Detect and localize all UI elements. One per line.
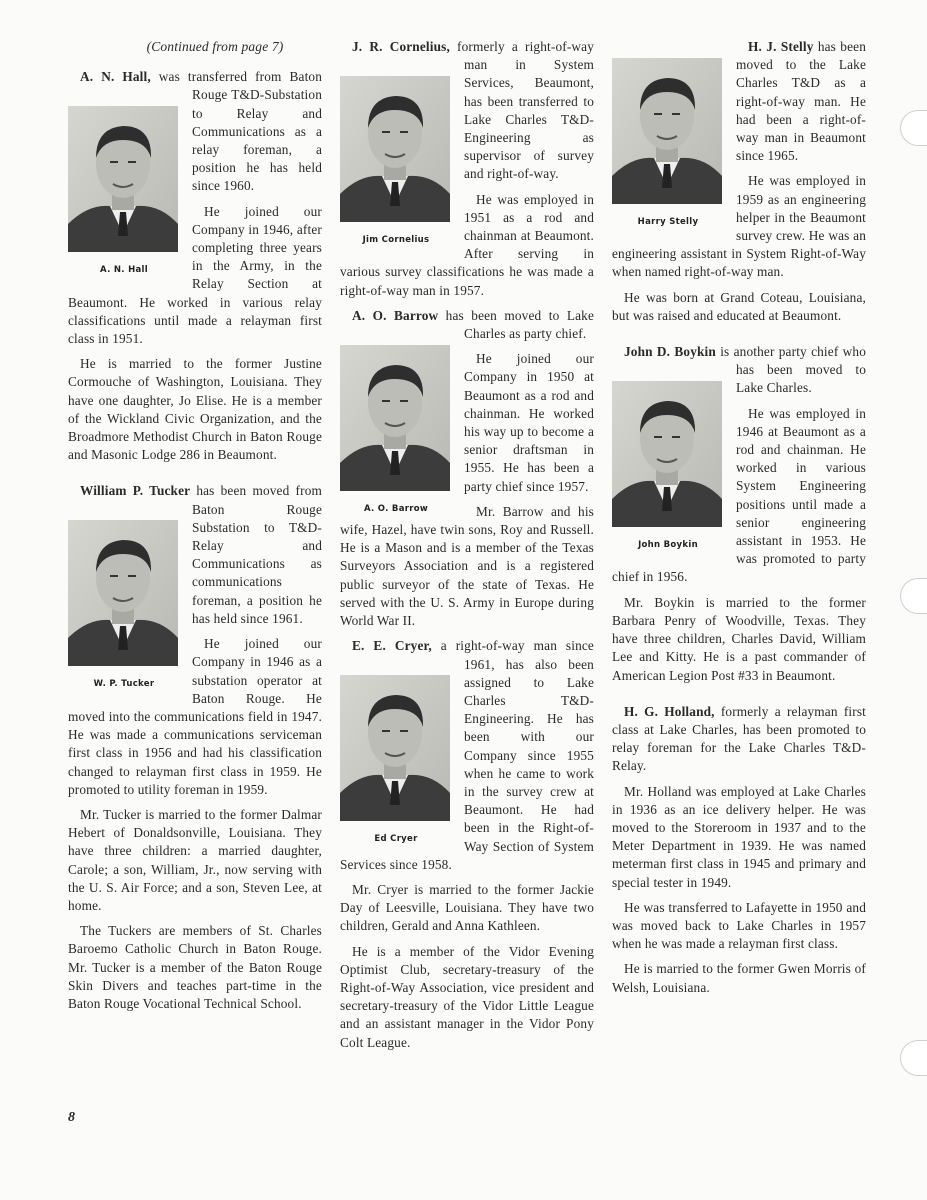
binder-hole	[900, 1040, 927, 1076]
photo-figure-stelly	[612, 58, 724, 231]
paragraph-text: is another party chief who has been moved to Lake Charles.	[715, 344, 866, 396]
photo-caption: Ed Cryer	[374, 834, 418, 845]
story-name: H. G. Holland,	[624, 703, 715, 719]
column-3	[612, 38, 866, 1015]
paragraph	[612, 703, 866, 776]
photo-caption: Jim Cornelius	[362, 235, 430, 245]
paragraph: He was employed in 1951 as a rod and chainman at Beaumont. After serving in various survey classifications he was made a right-of-way man in 1957.	[340, 191, 594, 298]
photo-caption: A. O. Barrow	[363, 503, 429, 514]
paragraph-text: was transferred from Baton Rouge T&D-Substation to Relay and Communications as a relay foreman, a position he has held since 1960.	[150, 69, 323, 194]
column-2	[340, 38, 594, 1059]
paragraph	[340, 307, 594, 343]
binder-hole	[900, 578, 927, 614]
portrait-photo	[68, 106, 178, 252]
portrait-photo	[68, 520, 178, 666]
photo-figure-cryer	[340, 675, 452, 848]
story-name: J. R. Cornelius,	[352, 39, 450, 54]
story-stelly	[612, 38, 866, 325]
paragraph: Mr. Boykin is married to the former Barbara Penry of Woodville, Texas. They have three children, Charles David, William Lee and Kitty. He is a past commander of American Legion Post #33 in Beaumont.	[612, 594, 866, 683]
story-name: H. J. Stelly	[748, 39, 814, 54]
page-number: 8	[68, 1110, 75, 1125]
paragraph: He is a member of the Vidor Evening Optimist Club, secretary-treasury of the Right-of-Way Association, vice president and secretary-treasury of the Vidor Little League and an assistant manager in the Vidor Pony Colt League.	[340, 943, 594, 1050]
paragraph: He was born at Grand Coteau, Louisiana, but was raised and educated at Beaumont.	[612, 289, 866, 323]
photo-figure-barrow	[340, 345, 452, 518]
paragraph: He joined our Company in 1950 at Beaumont as a rod and chainman. He worked his way up to become a senior draftsman in 1955. He has been a party chief since 1957.	[464, 351, 594, 494]
story-tucker	[68, 482, 322, 1013]
paragraph-text: formerly a right-of-way man in System Services, Beaumont, has been transferred to Lake Charles T&D-Engineering as supervisor of survey and right-of-way.	[449, 39, 594, 182]
photo-caption: Harry Stelly	[637, 217, 699, 227]
binder-hole	[900, 110, 927, 146]
paragraph: He is married to the former Gwen Morris of Welsh, Louisiana.	[612, 961, 866, 995]
paragraph-text: has been moved from Baton Rouge Substation to T&D-Relay and Communications as communications foreman, a position he has held since 1961.	[190, 483, 322, 626]
paragraph: Mr. Tucker is married to the former Dalmar Hebert of Donaldsonville, Louisiana. They have three children: a married daughter, Carole; a son, William, Jr., now serving with the U. S. Air Force; and a son, Steven Lee, at home.	[68, 806, 322, 913]
photo-figure-boykin	[612, 381, 724, 554]
paragraph-text: a right-of-way man since 1961, has also been assigned to Lake Charles T&D-Engineering. He has been with our Company since 1955 when he came to work in the survey crew at Beaumont. He had been in the Right-of-Way Section of System Services since 1958.	[340, 638, 594, 872]
story-cornelius	[340, 38, 594, 300]
portrait-photo	[612, 381, 722, 527]
photo-caption: A. N. Hall	[100, 265, 148, 276]
paragraph: He joined our Company in 1946, after completing three years in the Army, in the Relay Section at Beaumont. He worked in various relay classifications until made a relayman first class in 1951.	[68, 203, 322, 347]
story-boykin	[612, 343, 866, 685]
photo-caption: John Boykin	[638, 540, 698, 551]
paragraph: He was transferred to Lafayette in 1950 and was moved back to Lake Charles in 1957 when he was made a relayman first class.	[612, 899, 866, 952]
story-name: A. N. Hall,	[80, 69, 151, 85]
continued-note: (Continued from page 7)	[146, 39, 284, 54]
paragraph-text: has been moved to Lake Charles as party chief.	[438, 307, 594, 342]
paragraph: Mr. Holland was employed at Lake Charles in 1936 as an ice delivery helper. He was moved to the Storeroom in 1937 and to the Meter Department in 1939. He was named meterman first class in 1945 and primary and special tester in 1949.	[612, 783, 866, 890]
paragraph: The Tuckers are members of St. Charles Baroemo Catholic Church in Baton Rouge. Mr. Tucker is a member of the Baton Rouge Skin Divers and teaches part-time in the Baton Rouge Vocational Technical School.	[68, 923, 322, 1011]
paragraph: Mr. Cryer is married to the former Jackie Day of Leesville, Louisiana. They have two children, Gerald and Anna Kathleen.	[340, 881, 594, 934]
story-holland	[612, 703, 866, 997]
story-hall	[68, 68, 322, 464]
portrait-photo	[612, 58, 722, 204]
portrait-photo	[340, 675, 450, 821]
paragraph-text: formerly a relayman first class at Lake Charles, has been promoted to relay foreman for the Lake Charles T&D-Relay.	[612, 703, 866, 774]
photo-figure-hall	[68, 106, 180, 279]
paragraph: He joined our Company in 1946 as a substation operator at Baton Rouge. He moved into the communications field in 1947. He was made a communications serviceman first class in 1956 and had his classification changed to relayman first class in 1959. He promoted to utility foreman in 1959.	[68, 636, 322, 797]
paragraph: Mr. Barrow and his wife, Hazel, have twin sons, Roy and Russell. He is a Mason and is a member of the Texas Surveyors Association and is a registered public surveyor of the state of Texas. He served with the U. S. Army in Europe during World War II.	[340, 503, 594, 629]
portrait-photo	[340, 76, 450, 222]
photo-caption: W. P. Tucker	[93, 679, 155, 690]
story-name: A. O. Barrow	[352, 307, 439, 323]
story-name: William P. Tucker	[80, 483, 191, 499]
paragraph: He was employed in 1959 as an engineering helper in the Beaumont survey crew. He was an engineering assistant in System Right-of-Way when named right-of-way man.	[612, 173, 866, 280]
photo-figure-cornelius	[340, 76, 452, 249]
paragraph: He is married to the former Justine Cormouche of Washington, Louisiana. They have one daughter, Jo Elise. He is a member of the Wickland Civic Organization, and the Broadmore Methodist Church in Baton Rouge and Masonic Lodge 286 in Beaumont.	[68, 356, 322, 463]
story-name: John D. Boykin	[624, 344, 716, 360]
column-1	[68, 38, 322, 1031]
photo-figure-tucker	[68, 520, 180, 693]
story-cryer	[340, 637, 594, 1051]
portrait-photo	[340, 345, 450, 491]
paragraph-text: has been moved to the Lake Charles T&D as a right-of-way man. He had been a right-of-way man in Beaumont since 1965.	[736, 39, 866, 164]
paragraph: He was employed in 1946 at Beaumont as a rod and chainman. He worked in various System Engineering positions until made a senior engineering assistant in 1953. He was promoted to party chief in 1956.	[612, 405, 866, 585]
story-name: E. E. Cryer,	[352, 638, 432, 654]
story-barrow	[340, 307, 594, 630]
